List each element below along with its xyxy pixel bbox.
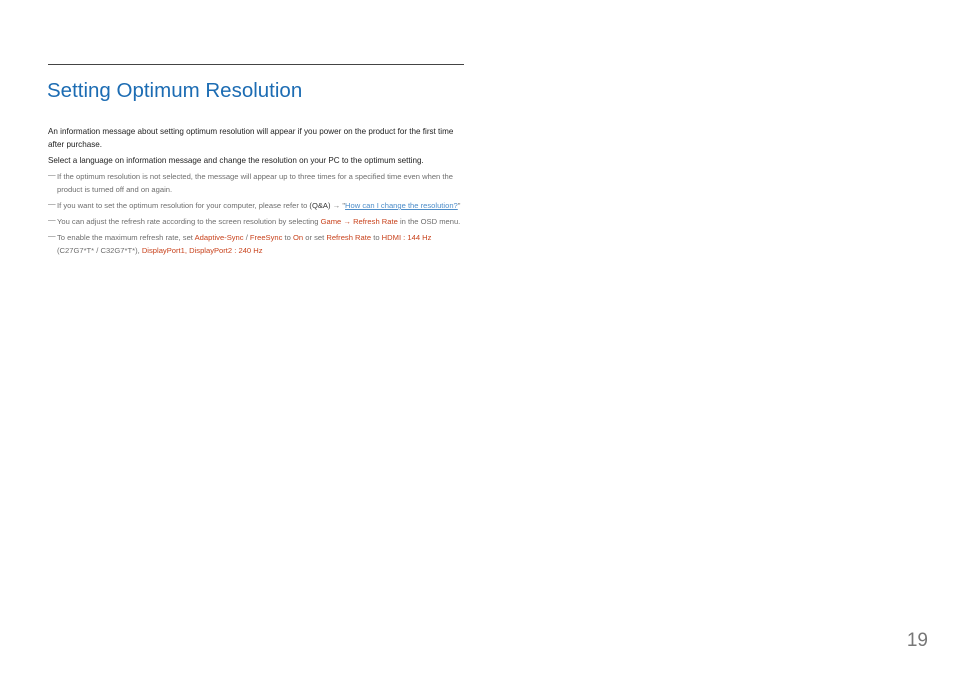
note-item: [48, 170, 466, 196]
note-dash-icon: ―: [48, 199, 56, 208]
note-text: If the optimum resolution is not selected, the message will appear up to three times for a specified time even when the product is turned off and on again.: [57, 172, 453, 194]
note-text: (C27G7*T* / C32G7*T*),: [57, 246, 142, 255]
note-text: To enable the maximum refresh rate, set: [57, 233, 195, 242]
note-text: in the OSD menu.: [397, 217, 461, 226]
faq-link[interactable]: How can I change the resolution?: [345, 201, 458, 210]
page-title: Setting Optimum Resolution: [47, 79, 303, 102]
note-dash-icon: ―: [48, 215, 56, 224]
setting-hdmi-value: HDMI : 144 Hz: [381, 233, 432, 242]
page-number: 19: [906, 630, 928, 651]
instruction-paragraph: Select a language on information message and change the resolution on your PC to the optimum setting.: [48, 156, 424, 165]
note-text: or set: [303, 233, 327, 242]
note-text: If you want to set the optimum resolution for your computer, please refer to: [57, 201, 310, 210]
menu-refresh-rate: Refresh Rate: [353, 217, 398, 226]
setting-refresh-rate: Refresh Rate: [326, 233, 372, 242]
intro-paragraph: An information message about setting optimum resolution will appear if you power on the product for the first time after purchase.: [48, 127, 454, 149]
body-content: [48, 125, 466, 260]
note-text: → ": [330, 201, 346, 210]
note-text: ": [457, 201, 461, 210]
note-dash-icon: ―: [48, 231, 56, 240]
setting-on: On: [292, 233, 304, 242]
note-text: to: [282, 233, 293, 242]
note-text: to: [371, 233, 382, 242]
header-rule: [48, 64, 464, 65]
note-text: You can adjust the refresh rate according to the screen resolution by selecting: [57, 217, 321, 226]
setting-freesync: FreeSync: [249, 233, 283, 242]
note-item: [48, 231, 466, 257]
menu-arrow: →: [341, 217, 354, 226]
note-item: [48, 199, 466, 212]
note-text: /: [243, 233, 250, 242]
setting-adaptive-sync: Adaptive-Sync: [194, 233, 244, 242]
note-item: [48, 215, 466, 228]
setting-displayport-value: DisplayPort1, DisplayPort2 : 240 Hz: [141, 246, 263, 255]
note-dash-icon: ―: [48, 170, 56, 179]
qa-reference: (Q&A): [309, 201, 331, 210]
menu-game: Game: [320, 217, 342, 226]
